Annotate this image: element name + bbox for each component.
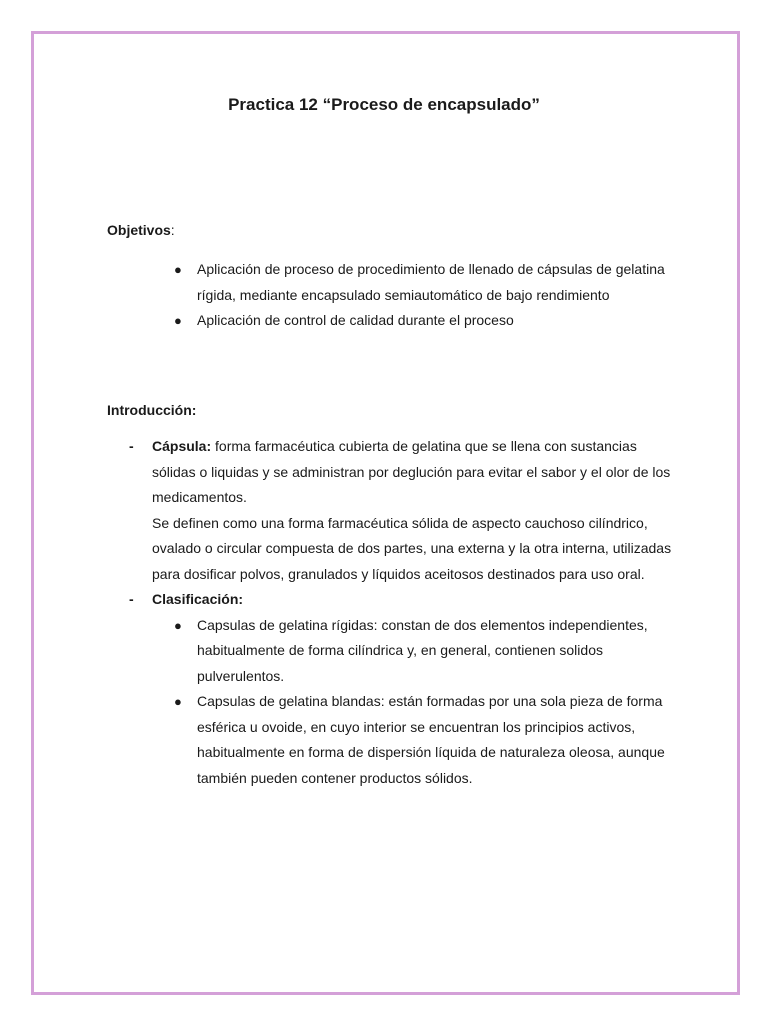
- objetivo-text: Aplicación de control de calidad durante el proceso: [197, 312, 514, 328]
- list-item: [174, 689, 672, 791]
- introduccion-list: [129, 434, 672, 791]
- list-item: [174, 613, 672, 690]
- objetivos-list: [174, 257, 677, 334]
- clasificacion-text: Capsulas de gelatina rígidas: constan de dos elementos independientes, habitualmente de forma cilíndrica y, en general, contienen solidos pulverulentos.: [197, 616, 648, 684]
- bullet-icon: ●: [174, 262, 182, 277]
- objetivo-text: Aplicación de proceso de procedimiento de llenado de cápsulas de gelatina rígida, mediante encapsulado semiautomático de bajo rendimiento: [197, 261, 665, 303]
- objetivos-heading: [107, 220, 175, 240]
- dash-icon: -: [129, 438, 134, 454]
- list-item: [174, 257, 677, 308]
- capsula-definition: forma farmacéutica cubierta de gelatina que se llena con sustancias sólidas o liquidas y se administran por deglución para evitar el sabor y el olor de los medicamentos.: [152, 438, 671, 505]
- clasificacion-list: [174, 613, 672, 792]
- clasificacion-term: Clasificación:: [152, 591, 244, 607]
- bullet-icon: ●: [174, 617, 182, 633]
- list-item: [174, 308, 677, 334]
- objetivos-heading-label: Objetivos: [107, 222, 171, 238]
- bullet-icon: ●: [174, 694, 182, 709]
- document-title: Practica 12 “Proceso de encapsulado”: [228, 95, 540, 114]
- objetivos-heading-colon: :: [170, 222, 175, 238]
- introduccion-heading: Introducción:: [107, 402, 197, 418]
- list-item-clasificacion: [129, 587, 672, 791]
- bullet-icon: ●: [174, 313, 182, 328]
- capsula-description: Se definen como una forma farmacéutica sólida de aspecto cauchoso cilíndrico, ovalado o circular compuesta de dos partes, una externa y la otra interna, utilizadas para dosificar polvos, granulados y líquidos aceitosos destinados para uso oral.: [152, 514, 672, 582]
- dash-icon: -: [129, 591, 134, 607]
- capsula-term: Cápsula:: [152, 438, 212, 454]
- clasificacion-text: Capsulas de gelatina blandas: están formadas por una sola pieza de forma esférica u ovoide, en cuyo interior se encuentran los principios activos, habitualmente en forma de dispersión líquida de naturaleza oleosa, aunque también pueden contener productos sólidos.: [197, 693, 665, 786]
- list-item-capsula: [129, 434, 672, 587]
